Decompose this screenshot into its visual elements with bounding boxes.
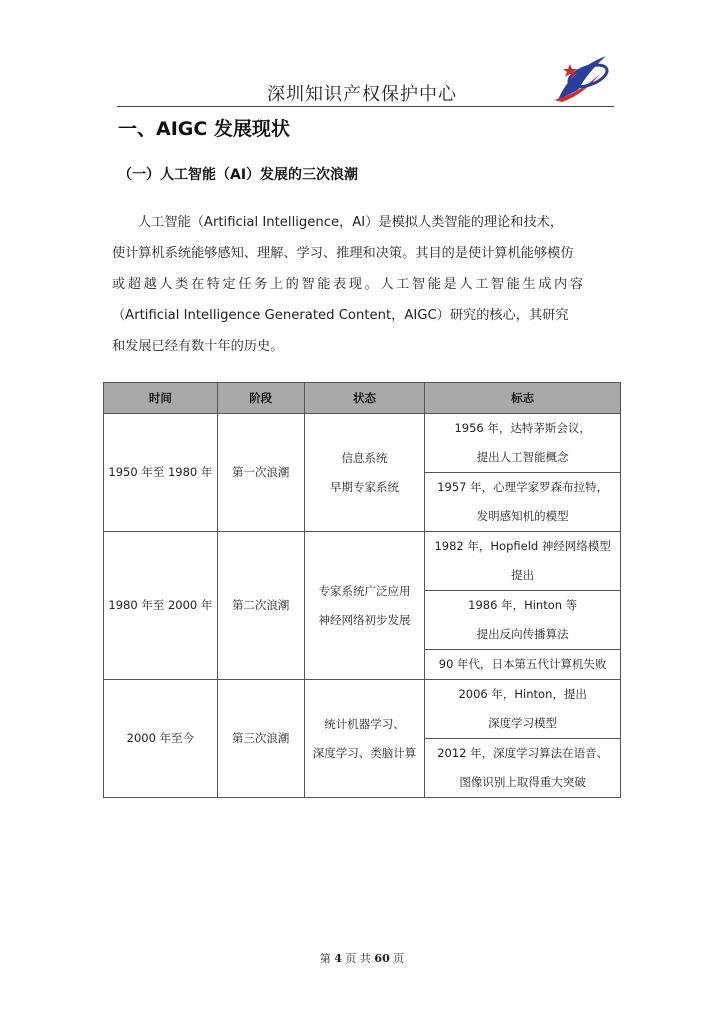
table-row bbox=[104, 414, 621, 473]
cell-mark bbox=[425, 414, 621, 473]
mark-line: 1957 年，心理学家罗森布拉特， bbox=[437, 480, 609, 494]
subsection-title: （一）人工智能（AI）发展的三次浪潮 bbox=[118, 167, 359, 183]
header-stage: 阶段 bbox=[217, 383, 304, 414]
status-line: 信息系统 bbox=[341, 450, 388, 465]
cell-status bbox=[304, 414, 425, 532]
cell-mark bbox=[425, 591, 621, 650]
footer-suffix: 页 bbox=[393, 952, 405, 965]
status-line: 早期专家系统 bbox=[329, 479, 399, 494]
mark-line: 提出反向传播算法 bbox=[476, 627, 569, 641]
ai-waves-table bbox=[103, 382, 621, 798]
status-line: 专家系统广泛应用 bbox=[318, 583, 411, 598]
cell-mark bbox=[425, 532, 621, 591]
cell-stage: 第二次浪潮 bbox=[217, 532, 304, 680]
cell-mark bbox=[425, 473, 621, 532]
intro-paragraph bbox=[112, 207, 618, 362]
header-title: 深圳知识产权保护中心 bbox=[267, 84, 457, 105]
footer-middle: 页 共 bbox=[345, 952, 371, 965]
mark-line: 1956 年，达特茅斯会议， bbox=[454, 421, 591, 435]
cell-status bbox=[304, 680, 425, 798]
cell-time: 1980 年至 2000 年 bbox=[104, 532, 218, 680]
mark-line: 2006 年，Hinton，提出 bbox=[458, 687, 587, 701]
mark-line: 深度学习模型 bbox=[488, 716, 558, 730]
cell-stage: 第一次浪潮 bbox=[217, 414, 304, 532]
footer-prefix: 第 bbox=[319, 952, 331, 965]
paragraph-line: （Artificial Intelligence Generated Content，AIGC）研究的核心，其研究 bbox=[112, 308, 569, 323]
paragraph-line: 使计算机系统能够感知、理解、学习、推理和决策。其目的是使计算机能够模仿 bbox=[112, 246, 574, 261]
section-title: 一、AIGC 发展现状 bbox=[118, 118, 290, 140]
cell-mark bbox=[425, 739, 621, 798]
mark-line: 发明感知机的模型 bbox=[476, 509, 569, 523]
cell-stage: 第三次浪潮 bbox=[217, 680, 304, 798]
table-header-row bbox=[104, 383, 621, 414]
mark-line: 1986 年，Hinton 等 bbox=[468, 598, 578, 612]
page-footer bbox=[0, 950, 724, 966]
mark-line: 90 年代，日本第五代计算机失败 bbox=[438, 657, 607, 671]
header-divider bbox=[117, 106, 614, 107]
header-marks: 标志 bbox=[425, 383, 621, 414]
cell-time: 2000 年至今 bbox=[104, 680, 218, 798]
cell-time: 1950 年至 1980 年 bbox=[104, 414, 218, 532]
cell-mark bbox=[425, 680, 621, 739]
cell-status bbox=[304, 532, 425, 680]
header-status: 状态 bbox=[304, 383, 425, 414]
status-line: 深度学习、类脑计算 bbox=[312, 745, 417, 760]
mark-line: 2012 年，深度学习算法在语音、 bbox=[437, 746, 609, 760]
mark-line: 图像识别上取得重大突破 bbox=[459, 775, 586, 789]
mark-line: 提出 bbox=[511, 568, 535, 582]
total-page-number: 60 bbox=[374, 952, 390, 965]
table-row bbox=[104, 680, 621, 739]
status-line: 统计机器学习、 bbox=[324, 716, 405, 731]
mark-line: 1982 年，Hopfield 神经网络模型 bbox=[434, 539, 611, 553]
paragraph-line: 和发展已经有数十年的历史。 bbox=[112, 339, 284, 354]
status-line: 神经网络初步发展 bbox=[318, 612, 411, 627]
table-row bbox=[104, 532, 621, 591]
current-page-number: 4 bbox=[334, 952, 342, 965]
paragraph-line: 或超越人类在特定任务上的智能表现。人工智能是人工智能生成内容 bbox=[112, 277, 586, 292]
header-time: 时间 bbox=[104, 383, 218, 414]
paragraph-line: 人工智能（Artificial Intelligence，AI）是模拟人类智能的理论和技术， bbox=[138, 215, 564, 230]
mark-line: 提出人工智能概念 bbox=[476, 450, 569, 464]
cell-mark bbox=[425, 650, 621, 680]
